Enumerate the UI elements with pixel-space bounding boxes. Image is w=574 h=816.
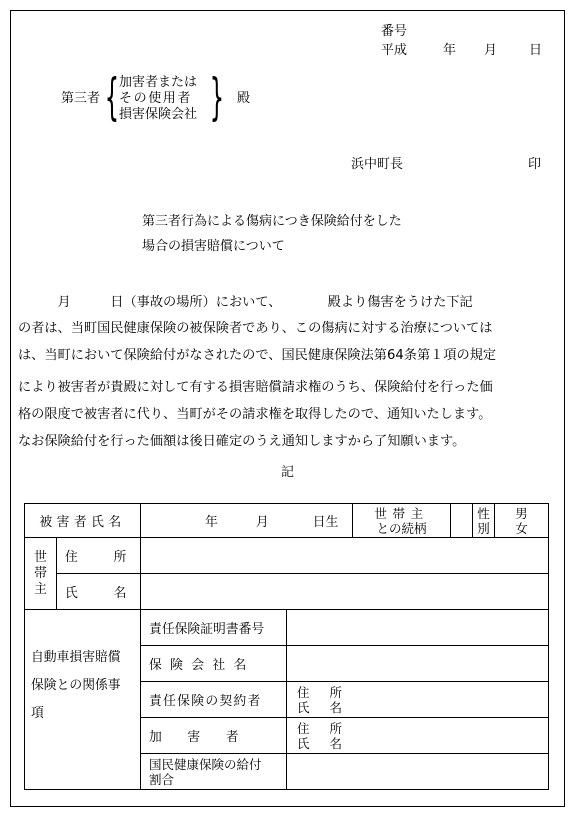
relation-label-2: との続柄: [376, 520, 427, 536]
householder-name-value[interactable]: [141, 574, 549, 610]
seal-mark: 印: [528, 157, 542, 172]
householder-vertical-label: [25, 538, 57, 610]
householder-name-label: 氏 名: [57, 574, 141, 610]
householder-char-3: 主: [34, 581, 47, 597]
victim-row: [25, 504, 549, 538]
addressee-option-1: 加害者または: [119, 75, 198, 90]
number-label: 番号: [381, 24, 408, 39]
benefit-ratio-value[interactable]: [287, 754, 549, 790]
sex-female: 女: [515, 520, 528, 536]
insurance-section-label: [25, 610, 141, 790]
year-label: 年: [443, 43, 457, 58]
body-line-6: なお保険給付を行った価額は後日確定のうえ通知しますから了知願います。: [18, 434, 466, 449]
sender-name: 浜中町長: [351, 157, 404, 172]
householder-address-label: 住 所: [57, 538, 141, 574]
subject-line-1: 第三者行為による傷病につき保険給付をした: [142, 214, 402, 229]
benefit-ratio-label: [141, 754, 287, 790]
cert-number-row: [25, 610, 549, 646]
sex-options[interactable]: [495, 504, 549, 538]
perpetrator-address-label: 住 所: [297, 720, 346, 736]
body-line-4: により被害者が貴殿に対して有する損害賠償請求権のうち、保険給付を行った価: [18, 380, 493, 395]
benefit-ratio-label-2: 割合: [149, 771, 175, 787]
cert-number-label: 責任保険証明書番号: [141, 610, 287, 646]
relation-value[interactable]: [451, 504, 473, 538]
insurer-label: 保険会社名: [141, 646, 287, 682]
benefit-ratio-label-1: 国民健康保険の給付: [149, 756, 262, 772]
body-line-3: は、当町において保険給付がなされたので、国民健康保険法第64条第１項の規定: [18, 348, 497, 363]
dob-month: 月: [255, 515, 269, 530]
body-line-2: の者は、当町国民健康保険の被保険者であり、この傷病に対する治療については: [18, 321, 493, 336]
householder-char-1: 世: [34, 549, 47, 565]
body-line-5: 格の限度で被害者に代り、当町がその請求権を取得したので、通知いたします。: [18, 407, 492, 422]
month-label: 月: [484, 43, 498, 58]
sex-label: [473, 504, 495, 538]
ki-label: 記: [281, 465, 295, 480]
insurance-section-line-2: 保険との関係事: [31, 678, 121, 693]
perpetrator-value[interactable]: [287, 718, 549, 754]
householder-name-row: [25, 574, 549, 610]
sex-label-2: 別: [477, 520, 490, 536]
relation-label: [353, 504, 451, 538]
addressee-prefix: 第三者: [61, 91, 101, 106]
record-table: [24, 503, 549, 790]
addressee-option-2: その使用者: [119, 91, 193, 106]
right-brace: }: [209, 68, 225, 126]
perpetrator-name-label: 氏 名: [297, 735, 346, 751]
sex-male: 男: [515, 505, 528, 521]
contractor-name-label: 氏 名: [297, 699, 346, 715]
dob-cell[interactable]: [141, 504, 353, 538]
sex-label-1: 性: [477, 505, 490, 521]
contractor-address-label: 住 所: [297, 684, 346, 700]
addressee-honorific: 殿: [237, 91, 251, 106]
body-line-1: 月 日（事故の場所）において、 殿より傷害をうけた下記: [18, 295, 473, 310]
householder-address-row: [25, 538, 549, 574]
subject-line-2: 場合の損害賠償について: [142, 239, 285, 254]
victim-name-label: 被害者氏名: [25, 504, 141, 538]
insurance-section-line-1: 自動車損害賠償: [31, 650, 121, 665]
day-label: 日: [529, 43, 543, 58]
era-label: 平成: [381, 43, 408, 58]
contractor-label: 責任保険の契約者: [141, 682, 287, 718]
addressee-option-3: 損害保険会社: [119, 107, 198, 122]
dob-year: 年: [205, 515, 218, 530]
left-brace: {: [104, 68, 120, 126]
contractor-value[interactable]: [287, 682, 549, 718]
dob-day: 日生: [312, 515, 339, 530]
householder-char-2: 帯: [34, 565, 47, 581]
insurance-section-line-3: 項: [31, 706, 44, 721]
relation-label-1: 世帯主: [374, 505, 429, 521]
insurer-value[interactable]: [287, 646, 549, 682]
perpetrator-label: 加 害 者: [141, 718, 287, 754]
cert-number-value[interactable]: [287, 610, 549, 646]
householder-address-value[interactable]: [141, 538, 549, 574]
